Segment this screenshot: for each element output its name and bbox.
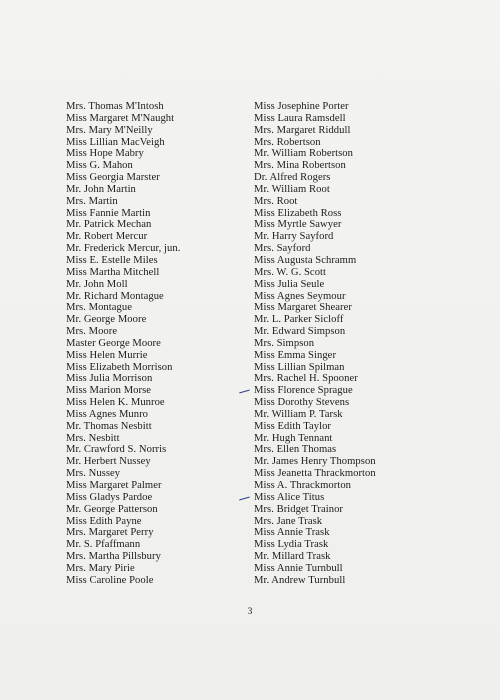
- passenger-name-text: Mr. Andrew Turnbull: [254, 574, 346, 586]
- passenger-name: [254, 338, 434, 350]
- passenger-name-text: Mrs. Nesbitt: [66, 432, 120, 444]
- passenger-name-text: Mrs. Jane Trask: [254, 515, 323, 527]
- passenger-name-text: Miss Agnes Munro: [66, 408, 149, 420]
- passenger-name: [66, 575, 236, 587]
- passenger-name: [254, 291, 434, 303]
- passenger-name-text: Miss Myrtle Sawyer: [254, 219, 342, 231]
- passenger-name-text: Miss Annie Trask: [254, 527, 330, 539]
- passenger-name-text: Miss Hope Mabry: [66, 148, 144, 160]
- passenger-name-text: Miss Helen Murrie: [66, 349, 148, 361]
- passenger-name: [254, 551, 434, 563]
- passenger-name: [66, 267, 236, 279]
- passenger-name-text: Dr. Alfred Rogers: [254, 172, 331, 184]
- passenger-name-text: Mr. William Robertson: [254, 148, 354, 160]
- passenger-name-text: Miss Margaret Palmer: [66, 480, 162, 491]
- passenger-name: [254, 125, 434, 137]
- passenger-name: [254, 456, 434, 468]
- passenger-name-text: Miss Fannie Martin: [66, 207, 151, 219]
- passenger-name-text: Miss Jeanetta Thrackmorton: [254, 468, 376, 480]
- passenger-name-text: Miss Elizabeth Ross: [254, 207, 342, 219]
- passenger-name: [254, 444, 434, 456]
- passenger-name-text: Mrs. W. G. Scott: [254, 266, 327, 278]
- passenger-name-text: Miss Lydia Trask: [254, 539, 329, 551]
- passenger-name: [66, 456, 236, 468]
- passenger-name-text: Mr. William Root: [254, 183, 330, 195]
- passenger-name-text: Miss Josephine Porter: [254, 101, 349, 112]
- passenger-name-text: Mrs. Nussey: [66, 468, 121, 480]
- passenger-name: [254, 350, 434, 362]
- passenger-name-text: Mrs. Martha Pillsbury: [66, 551, 161, 563]
- passenger-name-text: Mrs. Martin: [66, 195, 118, 207]
- passenger-name: [254, 172, 434, 184]
- passenger-name-text: Mrs. Simpson: [254, 337, 315, 349]
- passenger-name: [254, 243, 434, 255]
- passenger-name: [254, 539, 434, 551]
- passenger-name: [66, 492, 236, 504]
- passenger-name-text: Miss Caroline Poole: [66, 574, 154, 586]
- passenger-name: [66, 326, 236, 338]
- passenger-name-text: Master George Moore: [66, 337, 161, 349]
- passenger-name-text: Miss Augusta Schramm: [254, 254, 357, 266]
- passenger-name: [254, 196, 434, 208]
- passenger-name-text: Miss Gladys Pardoe: [66, 491, 153, 503]
- passenger-name: [254, 563, 434, 575]
- passenger-name: [66, 255, 236, 267]
- passenger-name-text: Miss Edith Taylor: [254, 420, 332, 432]
- passenger-name: [66, 148, 236, 160]
- passenger-name-text: Mrs. Thomas M'Intosh: [66, 101, 164, 112]
- passenger-name-text: Mrs. Robertson: [254, 136, 321, 148]
- passenger-name-text: Miss Florence Sprague: [254, 385, 353, 397]
- passenger-name: [254, 302, 434, 314]
- passenger-name: [66, 338, 236, 350]
- passenger-name: [254, 362, 434, 374]
- passenger-name: [254, 373, 434, 385]
- passenger-name-text: Mr. William P. Tarsk: [254, 408, 343, 420]
- passenger-name-text: Miss Dorothy Stevens: [254, 397, 350, 409]
- passenger-name-text: Mrs. Bridget Trainor: [254, 503, 343, 515]
- passenger-name-text: Mr. George Moore: [66, 314, 147, 326]
- passenger-name: [254, 160, 434, 172]
- passenger-name: [66, 184, 236, 196]
- left-name-column: [66, 101, 236, 587]
- passenger-name-text: Miss Laura Ramsdell: [254, 112, 346, 124]
- passenger-name: [254, 148, 434, 160]
- passenger-name: [66, 433, 236, 445]
- passenger-name-text: Miss Martha Mitchell: [66, 266, 160, 278]
- passenger-name: [66, 302, 236, 314]
- passenger-name: [254, 208, 434, 220]
- passenger-name-text: Miss Julia Seule: [254, 278, 325, 290]
- passenger-name: [66, 504, 236, 516]
- passenger-name-text: Mr. James Henry Thompson: [254, 456, 376, 468]
- passenger-name: [66, 137, 236, 149]
- passenger-name-text: Mrs. Margaret Riddull: [254, 124, 351, 136]
- passenger-name-text: Mr. John Martin: [66, 183, 136, 195]
- passenger-name-text: Miss Lillian Spilman: [254, 361, 345, 373]
- passenger-name: [254, 433, 434, 445]
- passenger-name: [254, 409, 434, 421]
- passenger-name-text: Mrs. Rachel H. Spooner: [254, 373, 358, 385]
- passenger-name: [254, 504, 434, 516]
- passenger-name: [66, 373, 236, 385]
- passenger-name: [66, 480, 236, 492]
- passenger-name: [254, 137, 434, 149]
- passenger-name-text: Miss Georgia Marster: [66, 172, 160, 184]
- passenger-name: [254, 421, 434, 433]
- passenger-name: [66, 350, 236, 362]
- passenger-name: [66, 101, 236, 113]
- passenger-name-text: Mrs. Moore: [66, 326, 118, 338]
- passenger-name-text: Mr. Crawford S. Norris: [66, 444, 167, 456]
- passenger-name-text: Miss Emma Singer: [254, 349, 337, 361]
- passenger-name-text: Miss Marion Morse: [66, 385, 152, 397]
- passenger-name-text: Mrs. Ellen Thomas: [254, 444, 337, 456]
- passenger-name: [66, 291, 236, 303]
- passenger-name: [66, 279, 236, 291]
- passenger-name-text: Miss Agnes Seymour: [254, 290, 346, 302]
- passenger-name: [254, 480, 434, 492]
- passenger-name-text: Mr. Thomas Nesbitt: [66, 420, 152, 432]
- passenger-name-text: Miss Elizabeth Morrison: [66, 361, 173, 373]
- passenger-name-text: Miss Julia Morrison: [66, 373, 153, 385]
- passenger-name: [254, 113, 434, 125]
- passenger-name: [66, 113, 236, 125]
- right-name-column: [254, 101, 434, 587]
- passenger-name: [254, 397, 434, 409]
- passenger-name: [66, 397, 236, 409]
- passenger-name: [66, 219, 236, 231]
- passenger-name: [66, 125, 236, 137]
- passenger-name-text: Mr. John Moll: [66, 278, 128, 290]
- passenger-name-text: Miss G. Mahon: [66, 160, 133, 172]
- passenger-name-text: Mrs. Margaret Perry: [66, 527, 154, 539]
- passenger-name: [66, 172, 236, 184]
- passenger-name-text: Mr. Patrick Mechan: [66, 219, 152, 231]
- passenger-name-text: Mrs. Montague: [66, 302, 132, 314]
- passenger-name: [254, 219, 434, 231]
- passenger-name: [66, 516, 236, 528]
- pen-tick-mark: [239, 496, 250, 500]
- passenger-name: [66, 385, 236, 397]
- passenger-name-text: Miss Margaret M'Naught: [66, 112, 175, 124]
- passenger-name: [254, 184, 434, 196]
- passenger-name-text: Miss E. Estelle Miles: [66, 254, 158, 266]
- passenger-name: [254, 326, 434, 338]
- passenger-name-text: Mrs. Sayford: [254, 243, 311, 255]
- page-number: 3: [247, 607, 253, 617]
- passenger-name: [66, 539, 236, 551]
- passenger-name-text: Mr. S. Pfaffmann: [66, 539, 141, 551]
- passenger-name-text: Mr. George Patterson: [66, 503, 158, 515]
- passenger-name-text: Mrs. Mina Robertson: [254, 160, 346, 172]
- pen-tick-mark: [239, 390, 250, 394]
- passenger-name: [66, 444, 236, 456]
- passenger-name: [66, 551, 236, 563]
- passenger-name-text: Mr. Hugh Tennant: [254, 432, 333, 444]
- passenger-name-text: Mr. Edward Simpson: [254, 326, 346, 338]
- passenger-name: [254, 468, 434, 480]
- passenger-name-text: Miss A. Thrackmorton: [254, 480, 352, 491]
- passenger-name: [66, 231, 236, 243]
- passenger-name-text: Mrs. Mary M'Neilly: [66, 124, 153, 136]
- passenger-name: [254, 516, 434, 528]
- passenger-name: [254, 255, 434, 267]
- passenger-name: [254, 492, 434, 504]
- passenger-name: [66, 196, 236, 208]
- passenger-name-text: Miss Helen K. Munroe: [66, 397, 165, 409]
- passenger-name: [254, 267, 434, 279]
- passenger-name: [254, 575, 434, 587]
- passenger-name: [66, 362, 236, 374]
- passenger-name: [254, 101, 434, 113]
- passenger-name-text: Mrs. Mary Pirie: [66, 562, 135, 574]
- passenger-name: [254, 279, 434, 291]
- passenger-name: [66, 563, 236, 575]
- passenger-name: [66, 468, 236, 480]
- passenger-name: [66, 314, 236, 326]
- passenger-name-text: Miss Alice Titus: [254, 491, 325, 503]
- passenger-name-text: Miss Margaret Shearer: [254, 302, 352, 314]
- passenger-name-text: Mr. Harry Sayford: [254, 231, 334, 243]
- passenger-name: [254, 231, 434, 243]
- passenger-name: [254, 385, 434, 397]
- passenger-name: [66, 527, 236, 539]
- passenger-name-text: Miss Edith Payne: [66, 515, 142, 527]
- passenger-name: [66, 421, 236, 433]
- passenger-name-text: Mr. Millard Trask: [254, 551, 331, 563]
- passenger-name: [254, 314, 434, 326]
- passenger-name-text: Miss Annie Turnbull: [254, 562, 343, 574]
- passenger-name: [66, 208, 236, 220]
- passenger-name-text: Mr. Frederick Mercur, jun.: [66, 243, 181, 255]
- passenger-name: [66, 243, 236, 255]
- passenger-name: [66, 409, 236, 421]
- passenger-name: [66, 160, 236, 172]
- passenger-name-text: Mr. Richard Montague: [66, 290, 164, 302]
- passenger-name-text: Mr. Robert Mercur: [66, 231, 148, 243]
- passenger-name-text: Mr. Herbert Nussey: [66, 456, 151, 468]
- passenger-name-text: Mrs. Root: [254, 195, 298, 207]
- passenger-name-text: Miss Lillian MacVeigh: [66, 136, 165, 148]
- passenger-name-text: Mr. L. Parker Sicloff: [254, 314, 344, 326]
- passenger-name: [254, 527, 434, 539]
